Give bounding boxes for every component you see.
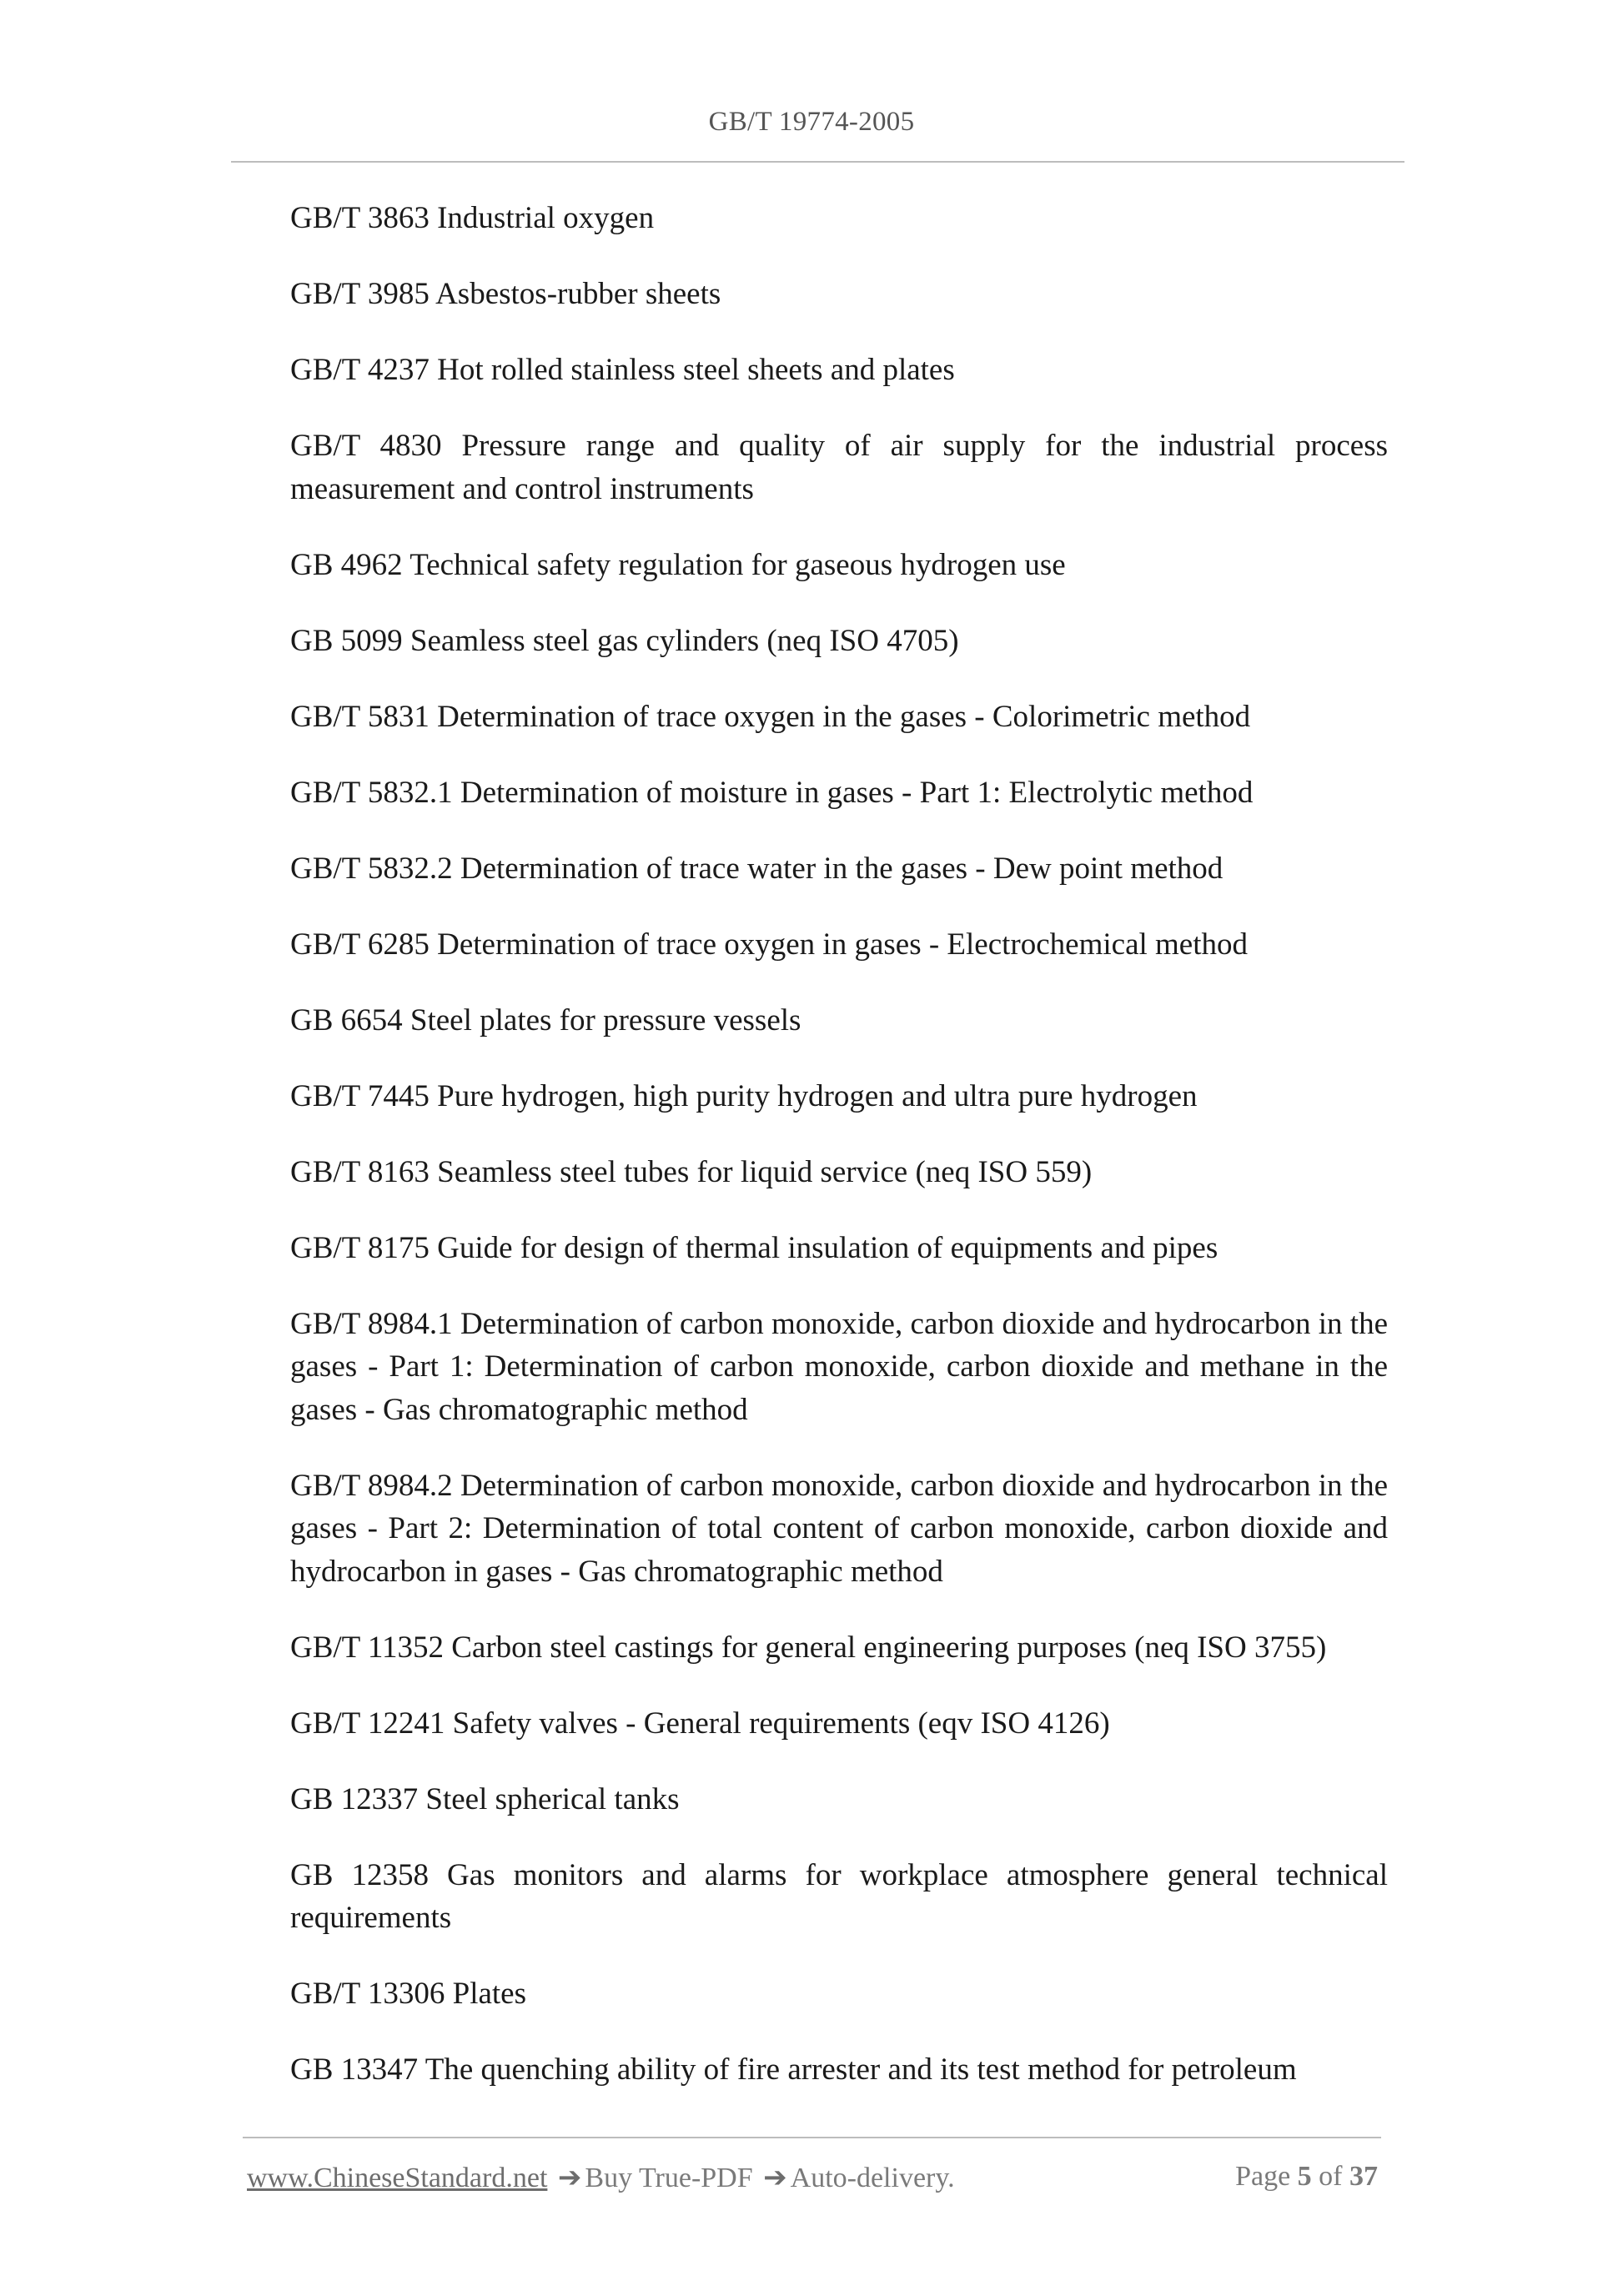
reference-item: GB/T 11352 Carbon steel castings for general engineering purposes (neq ISO 3755) [290,1630,1327,1665]
reference-item: GB/T 4830 Pressure range and quality of air supply for the industrial process measurement and control instruments [290,429,1388,506]
website-link[interactable]: www.ChineseStandard.net [247,2163,548,2193]
normative-references-list [290,197,1388,2124]
reference-item: GB/T 4237 Hot rolled stainless steel sheets and plates [290,353,955,387]
reference-item: GB/T 5832.1 Determination of moisture in gases - Part 1: Electrolytic method [290,775,1254,810]
reference-item: GB 4962 Technical safety regulation for gaseous hydrogen use [290,547,1066,582]
arrow-right-icon: ➔ [557,2163,582,2193]
reference-item: GB/T 7445 Pure hydrogen, high purity hydrogen and ultra pure hydrogen [290,1078,1198,1113]
reference-item: GB/T 8984.1 Determination of carbon monoxide, carbon dioxide and hydrocarbon in the gases - Part 1: Determination of carbon monoxide, carbon dioxide and methane in the gases - Gas chromatographic method [290,1306,1388,1427]
reference-item: GB/T 6285 Determination of trace oxygen in gases - Electrochemical method [290,927,1249,962]
reference-item: GB/T 5831 Determination of trace oxygen in the gases - Colorimetric method [290,699,1251,734]
reference-item: GB 12358 Gas monitors and alarms for workplace atmosphere general technical requirements [290,1857,1388,1935]
footer-divider [243,2137,1381,2138]
reference-item: GB/T 5832.2 Determination of trace water in the gases - Dew point method [290,851,1224,886]
reference-item: GB 12337 Steel spherical tanks [290,1781,680,1816]
of-label: of [1319,2161,1343,2192]
total-pages-number: 37 [1349,2161,1378,2192]
reference-item: GB/T 3863 Industrial oxygen [290,201,655,235]
arrow-right-icon: ➔ [763,2163,787,2193]
buy-true-pdf-text: Buy True-PDF [585,2163,753,2193]
page-label: Page [1235,2161,1291,2192]
footer-promo [247,2161,955,2194]
current-page-number: 5 [1297,2161,1312,2192]
page-indicator [1235,2161,1378,2193]
reference-item: GB/T 3985 Asbestos-rubber sheets [290,277,721,311]
header-divider [231,161,1404,163]
reference-item: GB/T 8163 Seamless steel tubes for liquid service (neq ISO 559) [290,1154,1093,1189]
reference-item: GB 5099 Seamless steel gas cylinders (neq ISO 4705) [290,623,959,658]
reference-item: GB/T 8984.2 Determination of carbon monoxide, carbon dioxide and hydrocarbon in the gases - Part 2: Determination of total content of carbon monoxide, carbon dioxide and hydrocarbon in gases - Gas chromatographic method [290,1468,1388,1589]
page-footer [247,2161,1378,2199]
reference-item: GB/T 12241 Safety valves - General requirements (eqv ISO 4126) [290,1706,1110,1741]
reference-item: GB/T 8175 Guide for design of thermal insulation of equipments and pipes [290,1230,1219,1265]
reference-item: GB 6654 Steel plates for pressure vessels [290,1002,801,1037]
auto-delivery-text: Auto-delivery. [790,2163,955,2193]
reference-item: GB/T 13306 Plates [290,1977,526,2011]
reference-item: GB 13347 The quenching ability of fire arrester and its test method for petroleum [290,2052,1297,2087]
page-header-title: GB/T 19774-2005 [708,107,915,137]
